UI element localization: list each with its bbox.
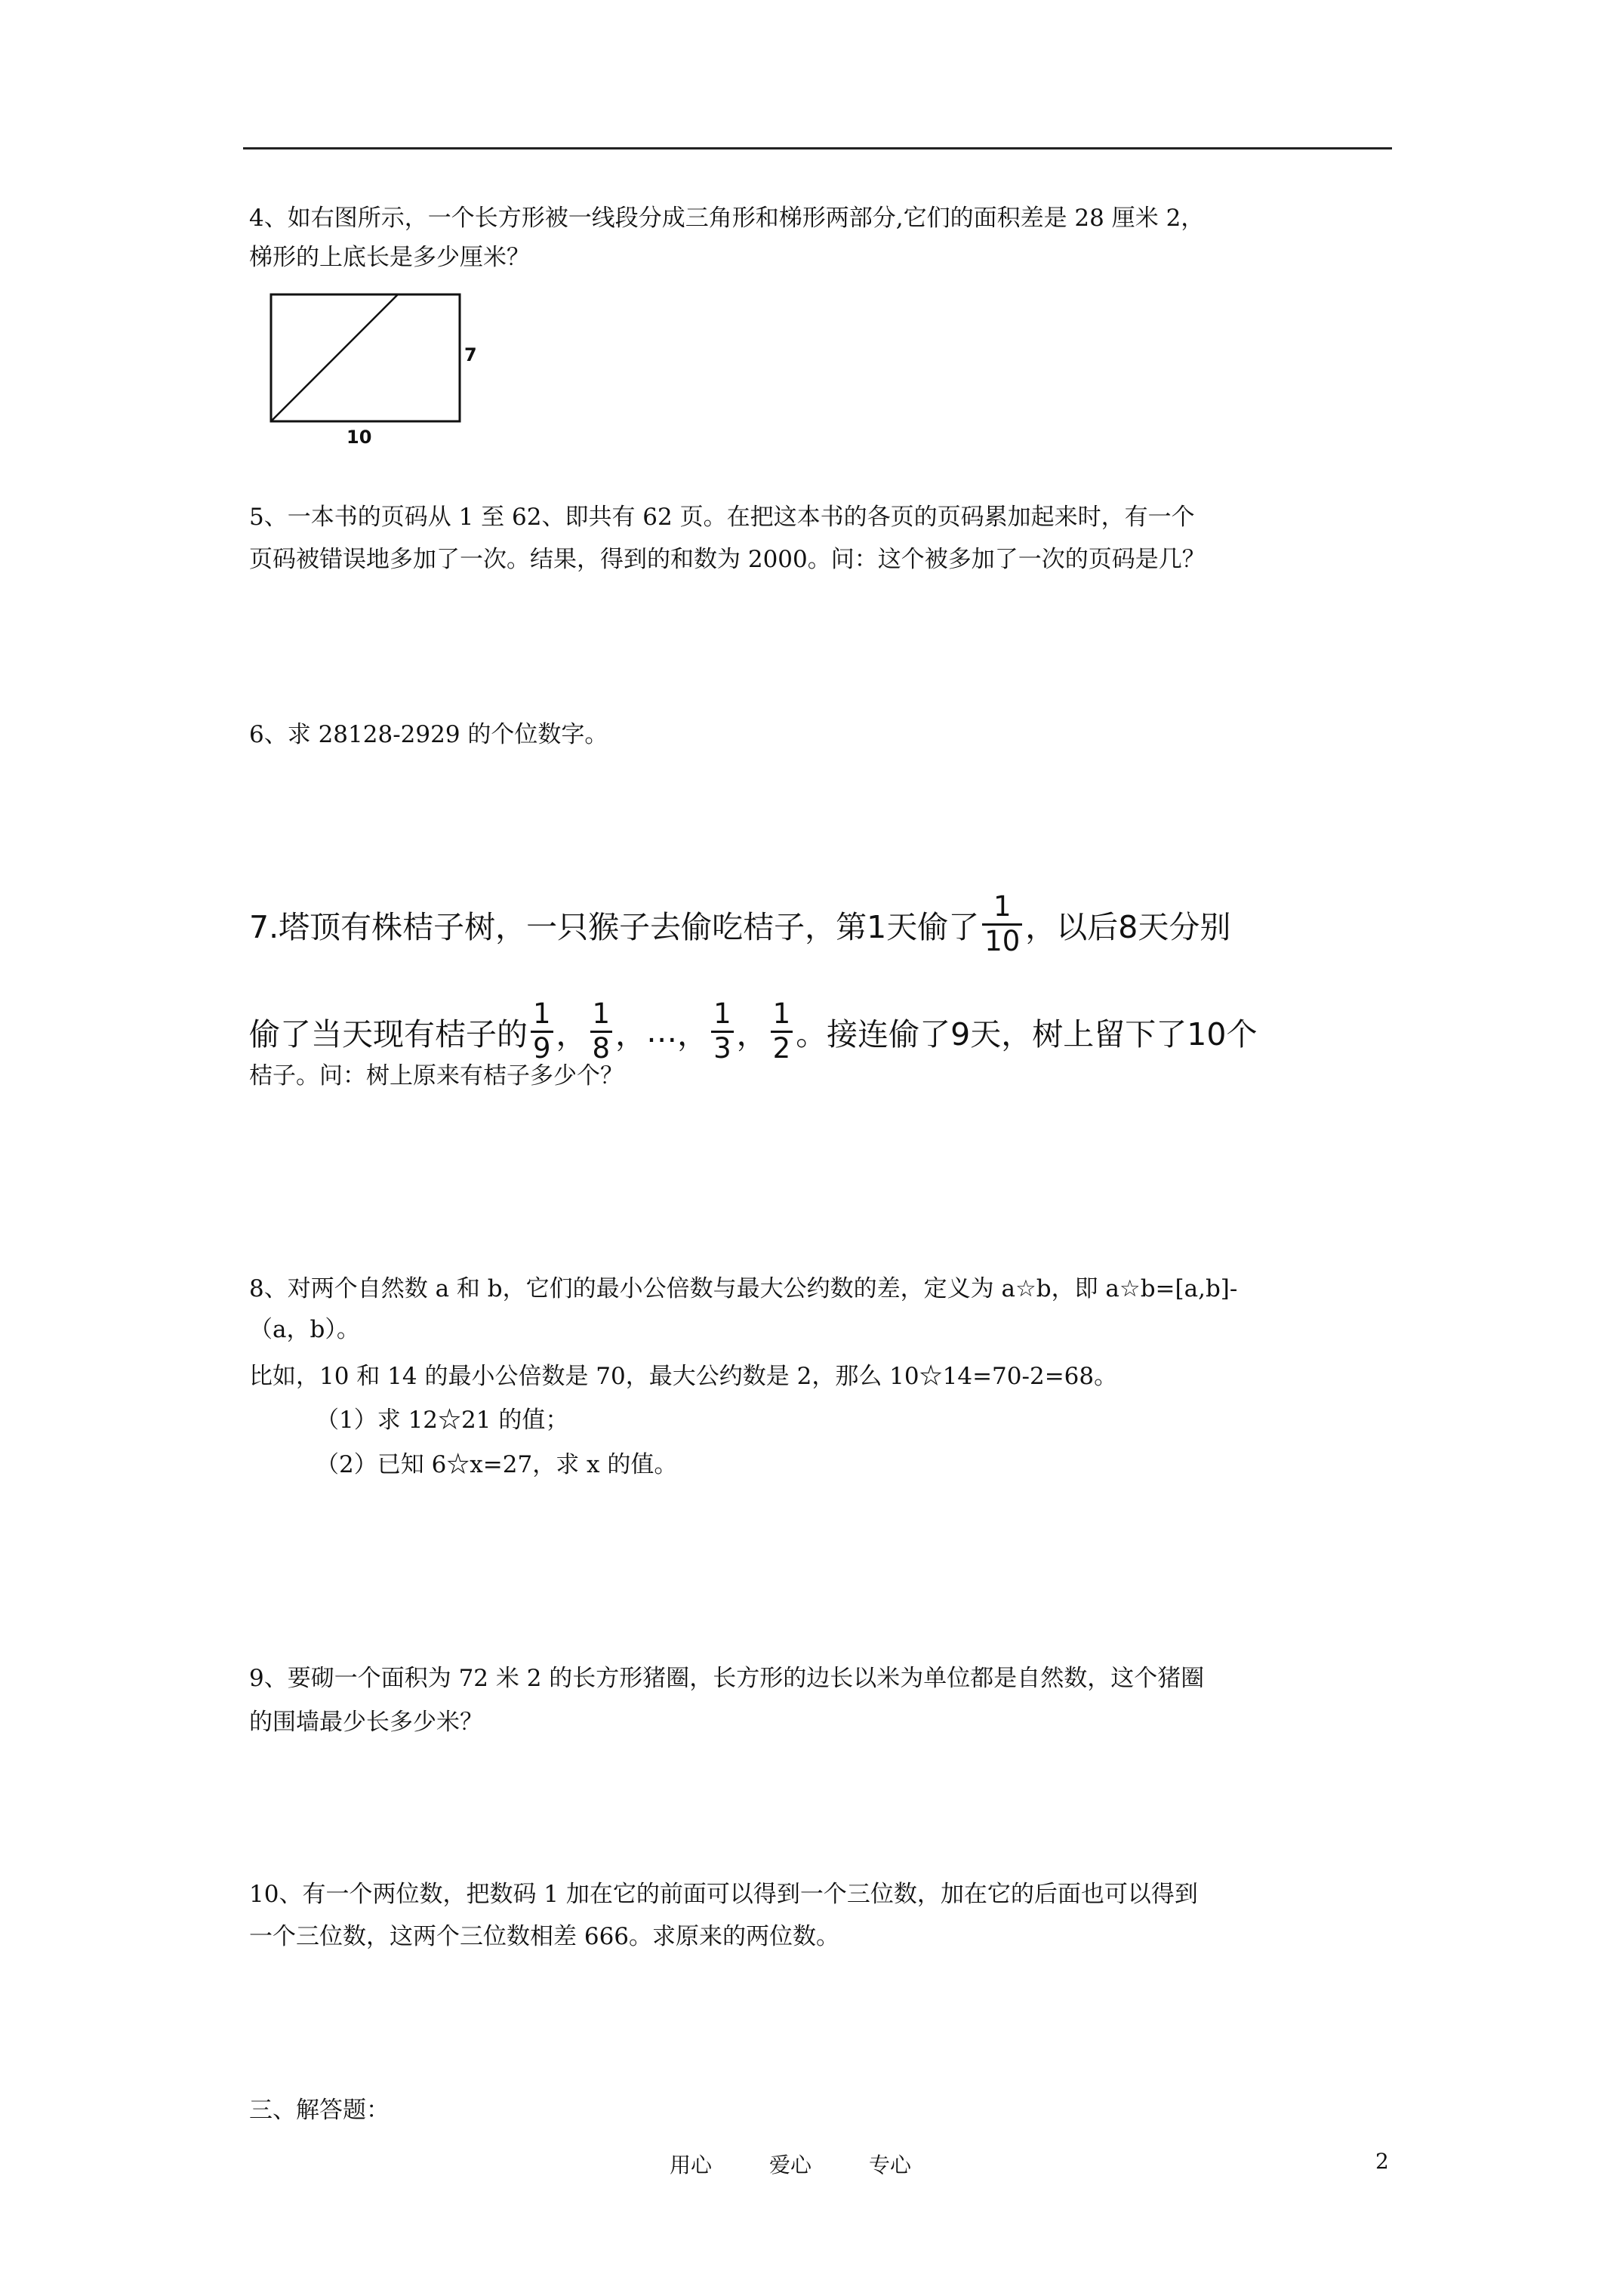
fraction-numerator: 1 — [592, 997, 611, 1030]
q5-line-2: 页码被错误地多加了一次。结果，得到的和数为 2000。问：这个被多加了一次的页码是几？ — [249, 546, 1206, 573]
width-label: 10 — [346, 427, 372, 448]
separator: ， — [677, 1015, 709, 1052]
separator: ， — [736, 1015, 768, 1052]
q9-line-2: 的围墙最少长多少米？ — [249, 1709, 483, 1736]
q7-text-b: ，以后8天分别 — [1025, 908, 1231, 945]
page-number: 2 — [1375, 2149, 1389, 2174]
footer-motto-3: 专心 — [869, 2153, 912, 2177]
q8-line-1: 8、对两个自然数 a 和 b，它们的最小公倍数与最大公约数的差，定义为 a☆b，即 a☆b=[a,b]- — [249, 1275, 1238, 1302]
footer-motto-2: 爱心 — [769, 2153, 812, 2177]
rectangle-diagram — [260, 285, 487, 448]
q7-line-2 — [249, 998, 1257, 1065]
fraction-denominator: 9 — [533, 1031, 551, 1065]
q10-line-1: 10、有一个两位数，把数码 1 加在它的前面可以得到一个三位数，加在它的后面也可以得到 — [249, 1881, 1198, 1908]
q8-sub-1: （1）求 12☆21 的值； — [316, 1407, 569, 1434]
fraction-numerator: 1 — [993, 890, 1012, 923]
q4-line-2: 梯形的上底长是多少厘米？ — [249, 244, 530, 271]
fraction — [771, 998, 793, 1065]
separator: ， — [556, 1015, 587, 1052]
fraction — [982, 891, 1022, 957]
q7-text-c: 偷了当天现有桔子的 — [249, 1015, 528, 1052]
ellipsis: … — [646, 1013, 678, 1050]
q8-line-3: 比如，10 和 14 的最小公倍数是 70，最大公约数是 2，那么 10☆14=70-2=68。 — [249, 1363, 1118, 1390]
q5-line-1: 5、一本书的页码从 1 至 62、即共有 62 页。在把这本书的各页的页码累加起来时，有一个 — [249, 504, 1195, 531]
fraction-denominator: 8 — [592, 1031, 611, 1065]
rectangle-outline — [271, 294, 460, 421]
fraction — [531, 998, 553, 1065]
q9-line-1: 9、要砌一个面积为 72 米 2 的长方形猪圈，长方形的边长以米为单位都是自然数，这个猪圈 — [249, 1665, 1205, 1692]
header-rule — [243, 147, 1392, 149]
fraction — [711, 998, 734, 1065]
separator: ， — [615, 1015, 647, 1052]
fraction — [590, 998, 613, 1065]
section-heading: 三、解答题： — [249, 2097, 390, 2124]
q7-text-a: 7.塔顶有株桔子树，一只猴子去偷吃桔子，第1天偷了 — [249, 908, 980, 945]
fraction-numerator: 1 — [533, 997, 551, 1030]
q10-line-2: 一个三位数，这两个三位数相差 666。求原来的两位数。 — [249, 1923, 840, 1950]
fraction-denominator: 2 — [772, 1031, 791, 1065]
q7-line-1 — [249, 891, 1230, 957]
q7-line-3: 桔子。问：树上原来有桔子多少个？ — [249, 1062, 624, 1089]
q7-text-d: 。接连偷了9天，树上留下了10个 — [796, 1015, 1258, 1052]
fraction-denominator: 3 — [713, 1031, 731, 1065]
fraction-numerator: 1 — [772, 997, 791, 1030]
height-label: 7 — [464, 344, 477, 365]
q4-line-1: 4、如右图所示，一个长方形被一线段分成三角形和梯形两部分,它们的面积差是 28 厘米 2， — [249, 205, 1205, 232]
fraction-denominator: 10 — [984, 924, 1021, 957]
diagonal-segment — [271, 294, 398, 421]
footer-motto-1: 用心 — [670, 2153, 713, 2177]
q8-line-2: （a，b）。 — [249, 1316, 360, 1343]
q6-line-1: 6、求 28128-2929 的个位数字。 — [249, 721, 608, 748]
fraction-numerator: 1 — [713, 997, 731, 1030]
q8-sub-2: （2）已知 6☆x=27，求 x 的值。 — [316, 1451, 678, 1478]
